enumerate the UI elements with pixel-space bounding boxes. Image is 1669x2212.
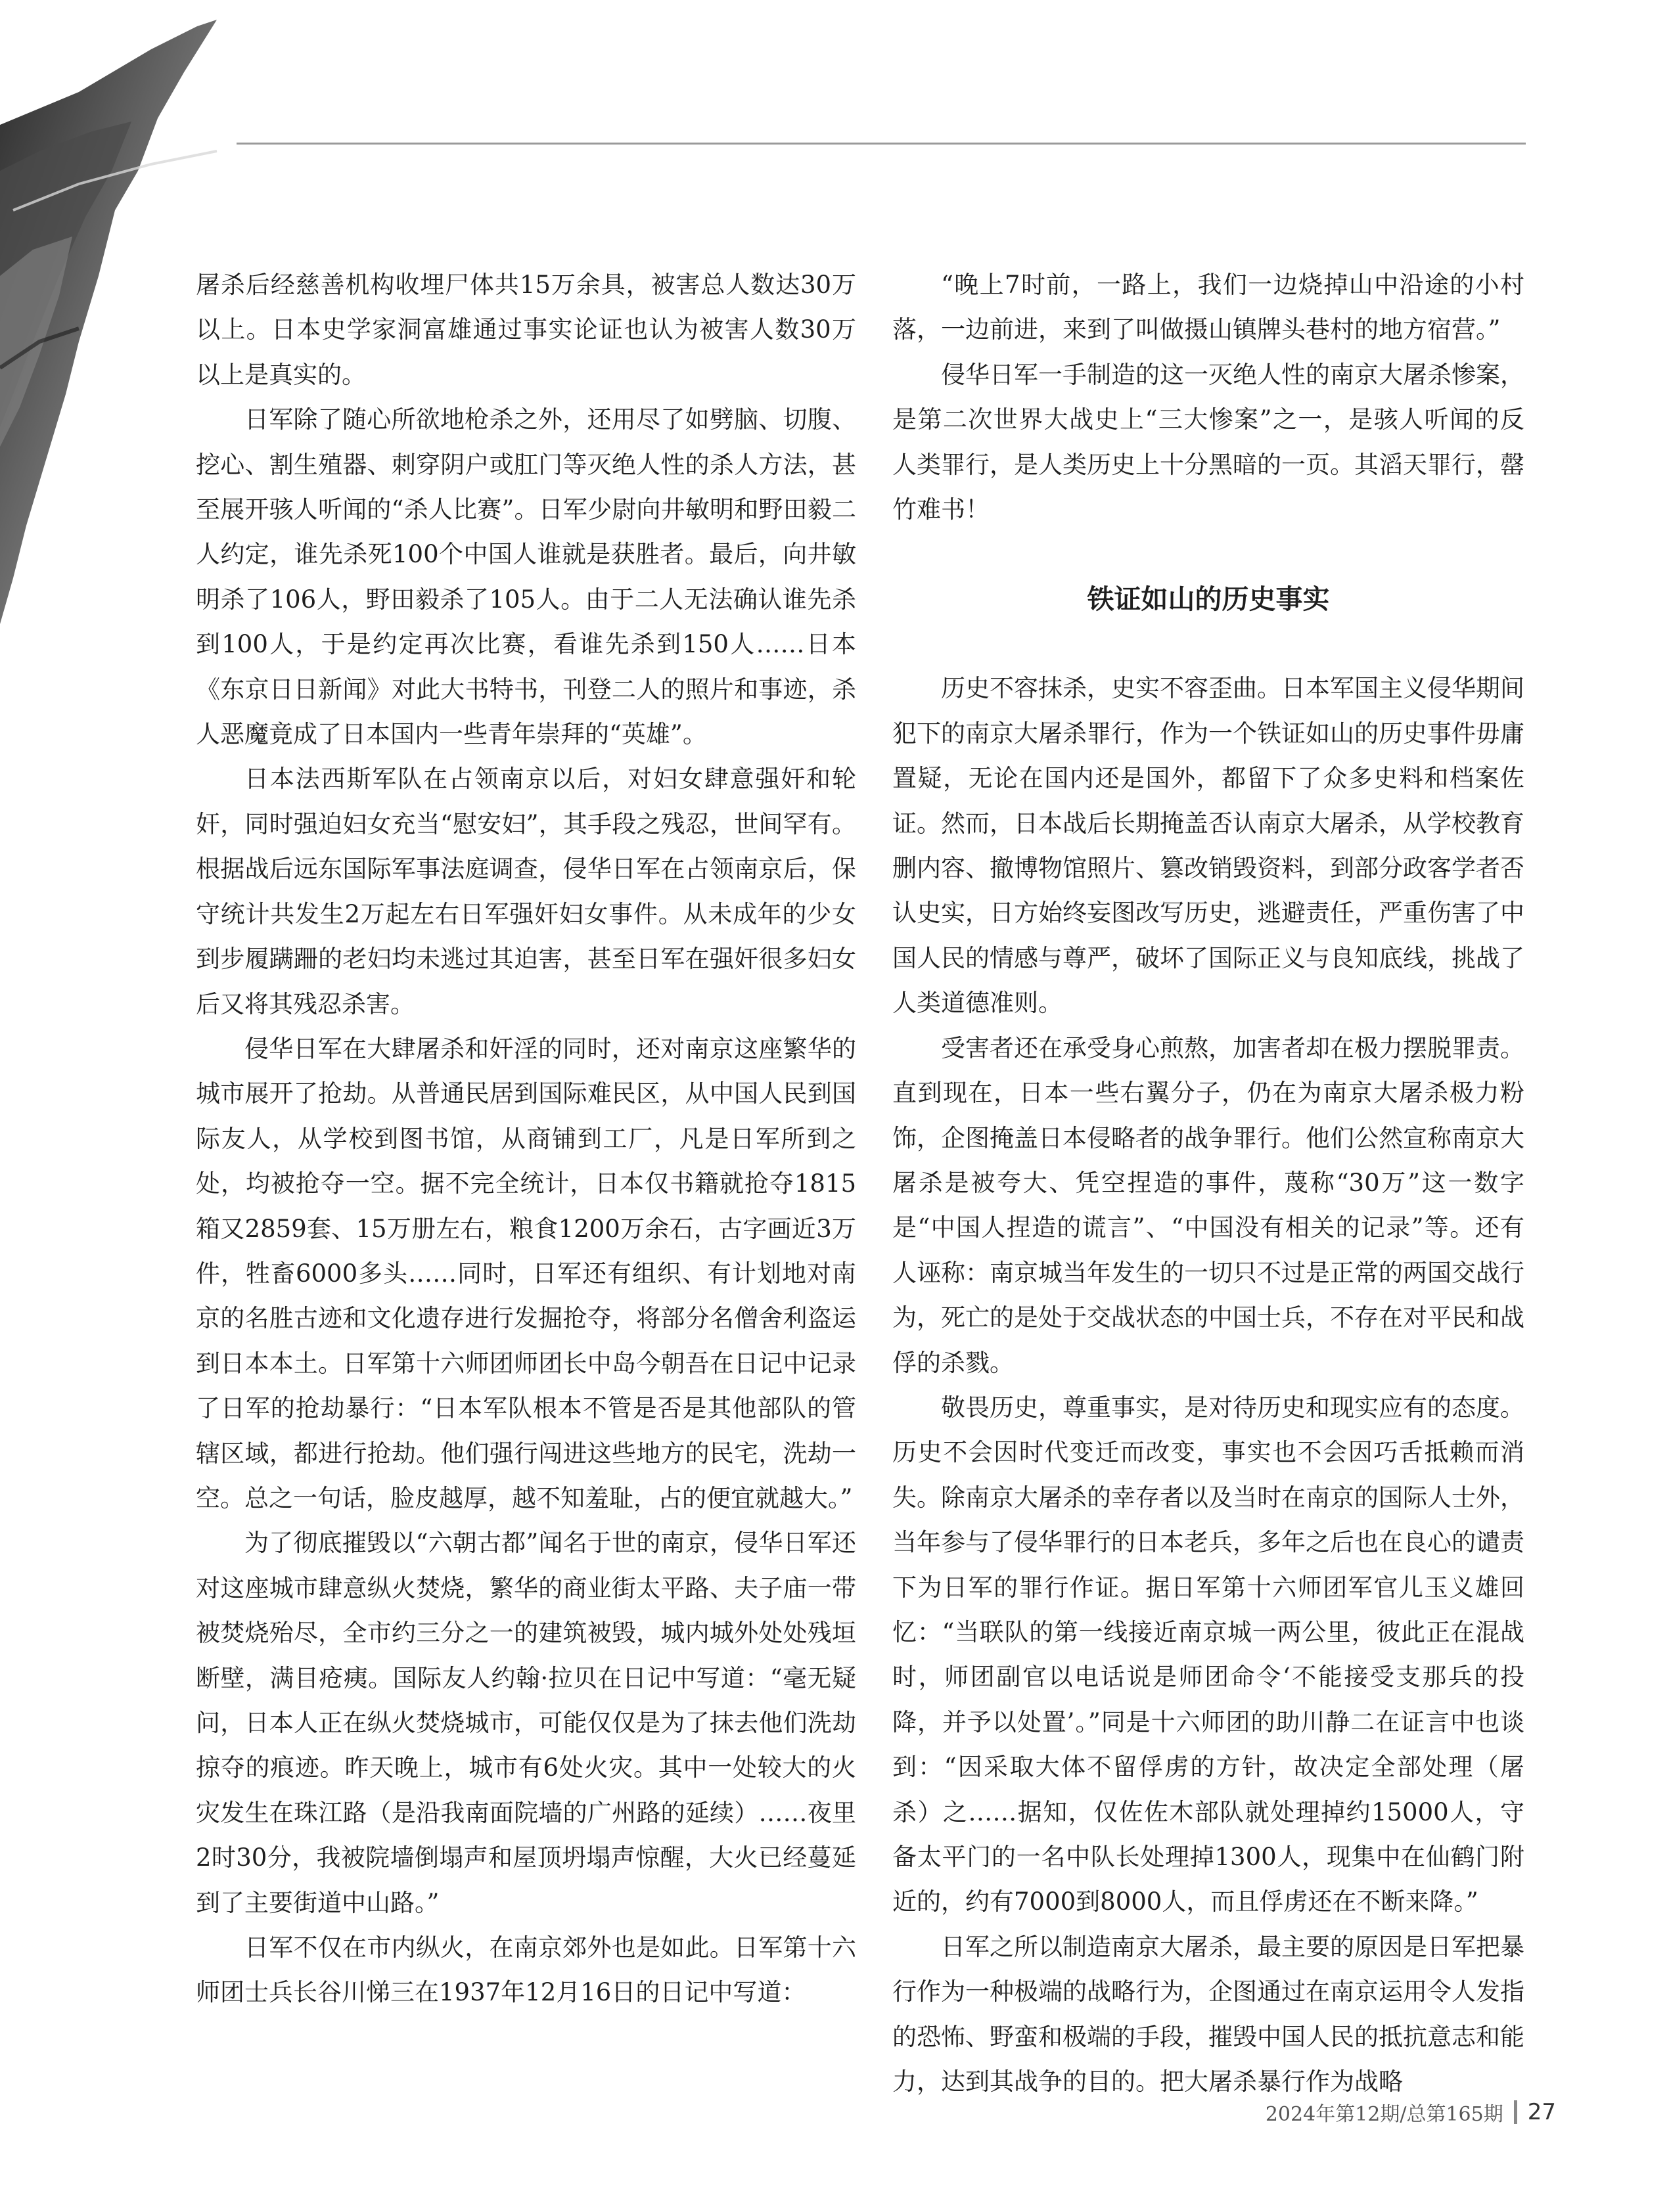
paragraph: 受害者还在承受身心煎熬，加害者却在极力摆脱罪责。直到现在，日本一些右翼分子，仍在为南京大屠杀极力粉饰，企图掩盖日本侵略者的战争罪行。他们公然宣称南京大屠杀是被夸大、凭空捏造的事件，蔑称“30万”这一数字是“中国人捏造的谎言”、“中国没有相关的记录”等。还有人诬称：南京城当年发生的一切只不过是正常的两国交战行为，死亡的是处于交战状态的中国士兵，不存在对平民和战俘的杀戮。	[892, 1033, 1524, 1377]
paragraph: 历史不容抹杀，史实不容歪曲。日本军国主义侵华期间犯下的南京大屠杀罪行，作为一个铁证如山的历史事件毋庸置疑，无论在国内还是国外，都留下了众多史料和档案佐证。然而，日本战后长期掩盖否认南京大屠杀，从学校教育删内容、撤博物馆照片、篡改销毁资料，到部分政客学者否认史实，日方始终妄图改写历史，逃避责任，严重伤害了中国人民的情感与尊严，破坏了国际正义与良知底线，挑战了人类道德准则。	[892, 674, 1524, 1018]
paragraph: 日军之所以制造南京大屠杀，最主要的原因是日军把暴行作为一种极端的战略行为，企图通过在南京运用令人发指的恐怖、野蛮和极端的手段，摧毁中国人民的抵抗意志和能力，达到其战争的目的。把大屠杀暴行作为战略	[892, 1932, 1524, 2096]
left-column	[196, 263, 856, 2016]
page-number: 27	[1527, 2099, 1556, 2125]
decorative-photo-strip	[0, 0, 223, 657]
paragraph: 屠杀后经慈善机构收埋尸体共15万余具，被害总人数达30万以上。日本史学家洞富雄通过事实论证也认为被害人数30万以上是真实的。	[196, 271, 856, 389]
paragraph: 日军除了随心所欲地枪杀之外，还用尽了如劈脑、切腹、挖心、割生殖器、刺穿阴户或肛门等灭绝人性的杀人方法，甚至展开骇人听闻的“杀人比赛”。日军少尉向井敏明和野田毅二人约定，谁先杀死100个中国人谁就是获胜者。最后，向井敏明杀了106人，野田毅杀了105人。由于二人无法确认谁先杀到100人，于是约定再次比赛，看谁先杀到150人……日本《东京日日新闻》对此大书特书，刊登二人的照片和事迹，杀人恶魔竟成了日本国内一些青年崇拜的“英雄”。	[196, 405, 856, 749]
paragraph: 侵华日军在大肆屠杀和奸淫的同时，还对南京这座繁华的城市展开了抢劫。从普通民居到国际难民区，从中国人民到国际友人，从学校到图书馆，从商铺到工厂，凡是日军所到之处，均被抢夺一空。据不完全统计，日本仅书籍就抢夺1815箱又2859套、15万册左右，粮食1200万余石，古字画近3万件，牲畜6000多头……同时，日军还有组织、有计划地对南京的名胜古迹和文化遗存进行发掘抢夺，将部分名僧舍利盗运到日本本土。日军第十六师团师团长中岛今朝吾在日记中记录了日军的抢劫暴行：“日本军队根本不管是否是其他部队的管辖区域，都进行抢劫。他们强行闯进这些地方的民宅，洗劫一空。总之一句话，脸皮越厚，越不知羞耻，占的便宜就越大。”	[196, 1034, 856, 1512]
paragraph: 侵华日军一手制造的这一灭绝人性的南京大屠杀惨案，是第二次世界大战史上“三大惨案”之一，是骇人听闻的反人类罪行，是人类历史上十分黑暗的一页。其滔天罪行，罄竹难书！	[892, 360, 1524, 524]
paragraph: 日军不仅在市内纵火，在南京郊外也是如此。日军第十六师团士兵长谷川悌三在1937年12月16日的日记中写道：	[196, 1933, 856, 2007]
footer-separator	[1514, 2100, 1517, 2124]
right-column	[892, 263, 1524, 2104]
paragraph: 敬畏历史，尊重事实，是对待历史和现实应有的态度。历史不会因时代变迁而改变，事实也不会因巧舌抵赖而消失。除南京大屠杀的幸存者以及当时在南京的国际人士外，当年参与了侵华罪行的日本老兵，多年之后也在良心的谴责下为日军的罪行作证。据日军第十六师团军官儿玉义雄回忆：“当联队的第一线接近南京城一两公里，彼此正在混战时，师团副官以电话说是师团命令‘不能接受支那兵的投降，并予以处置’。”同是十六师团的助川静二在证言中也谈到：“因采取大体不留俘虏的方针，故决定全部处理（屠杀）之……据知，仅佐佐木部队就处理掉约15000人，守备太平门的一名中队长处理掉1300人，现集中在仙鹤门附近的，约有7000到8000人，而且俘虏还在不断来降。”	[892, 1393, 1524, 1916]
issue-label: 2024年第12期/总第165期	[1265, 2103, 1503, 2126]
page-footer	[1266, 2098, 1556, 2127]
paragraph: 为了彻底摧毁以“六朝古都”闻名于世的南京，侵华日军还对这座城市肆意纵火焚烧，繁华的商业街太平路、夫子庙一带被焚烧殆尽，全市约三分之一的建筑被毁，城内城外处处残垣断壁，满目疮痍。国际友人约翰·拉贝在日记中写道：“毫无疑问，日本人正在纵火焚烧城市，可能仅仅是为了抹去他们洗劫掠夺的痕迹。昨天晚上，城市有6处火灾。其中一处较大的火灾发生在珠江路（是沿我南面院墙的广州路的延续）……夜里2时30分，我被院墙倒塌声和屋顶坍塌声惊醒，大火已经蔓延到了主要街道中山路。”	[196, 1529, 856, 1917]
header-rule	[237, 143, 1526, 145]
section-heading: 铁证如山的历史事实	[1087, 583, 1330, 616]
paragraph: “晚上7时前，一路上，我们一边烧掉山中沿途的小村落，一边前进，来到了叫做摄山镇牌头巷村的地方宿营。”	[892, 271, 1524, 344]
paragraph: 日本法西斯军队在占领南京以后，对妇女肆意强奸和轮奸，同时强迫妇女充当“慰安妇”，其手段之残忍，世间罕有。根据战后远东国际军事法庭调查，侵华日军在占领南京后，保守统计共发生2万起左右日军强奸妇女事件。从未成年的少女到步履蹒跚的老妇均未逃过其迫害，甚至日军在强奸很多妇女后又将其残忍杀害。	[196, 765, 856, 1018]
